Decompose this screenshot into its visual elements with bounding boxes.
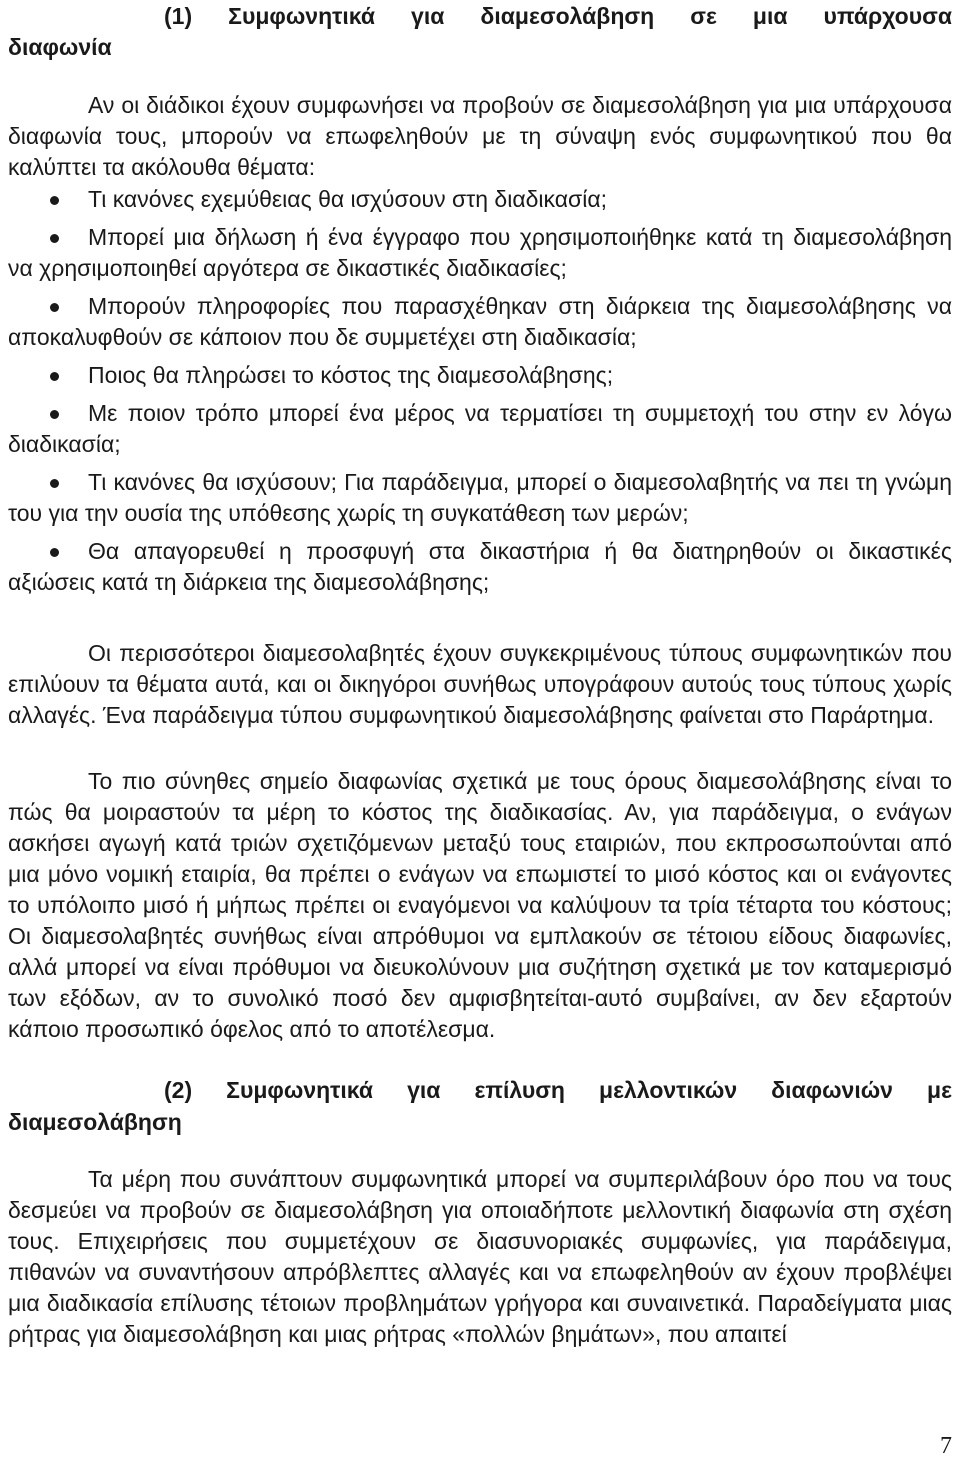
section-heading (8, 0, 952, 33)
section-heading-text: (2) Συμφωνητικά για επίλυση μελλοντικών διαφωνιών με (164, 1077, 952, 1103)
section-heading-tail: διαφωνία (8, 34, 112, 60)
intro-paragraph: Αν οι διάδικοι έχουν συμφωνήσει να προβούν σε διαμεσολάβηση για μια υπάρχουσα διαφωνία τους, μπορούν να επωφεληθούν με τη σύναψη ενός συμφωνητικού που θα καλύπτει τα ακόλουθα θέματα: (8, 92, 952, 180)
bullet-item: Θα απαγορευθεί η προσφυγή στα δικαστήρια ή θα διατηρηθούν οι δικαστικές αξιώσεις κατά τη διάρκεια της διαμεσολάβησης; (8, 536, 952, 598)
bullet-item: Τι κανόνες θα ισχύσουν; Για παράδειγμα, μπορεί ο διαμεσολαβητής να πει τη γνώμη του για την ουσία της υπόθεσης χωρίς τη συγκατάθεση των μερών; (8, 467, 952, 529)
body-paragraph: Τα μέρη που συνάπτουν συμφωνητικά μπορεί να συμπεριλάβουν όρο που να τους δεσμεύει να προβούν σε διαμεσολάβηση για οποιαδήποτε μελλοντική διαφωνία στη σχέση τους. Επιχειρήσεις που συμμετέχουν σε διασυνοριακές συμφωνίες, για παράδειγμα, πιθανών να συναντήσουν απρόβλεπτες αλλαγές και να επωφεληθούν αν έχουν προβλέψει μια διαδικασία επίλυσης τέτοιων προβλημάτων γρήγορα και συναινετικά. Παραδείγματα μιας ρήτρας για διαμεσολάβηση και μιας ρήτρας «πολλών βημάτων», που απαιτεί (8, 1166, 952, 1347)
body-paragraph: Το πιο σύνηθες σημείο διαφωνίας σχετικά με τους όρους διαμεσολάβησης είναι το πώς θα μοιραστούν τα μέρη το κόστος της διαδικασίας. Αν, για παράδειγμα, ο ενάγων ασκήσει αγωγή κατά τριών σχετιζόμενων μεταξύ τους εταιριών, που εκπροσωπούνται από μια μόνο νομική εταιρία, θα πρέπει ο ενάγων να επωμιστεί το μισό κόστος και οι ενάγοντες το υπόλοιπο μισό ή μήπως πρέπει οι εναγόμενοι να καλύψουν τα τρία τέταρτα του κόστους; Οι διαμεσολαβητές συνήθως είναι απρόθυμοι να εμπλακούν σε τέτοιου είδους διαφωνίες, αλλά μπορεί να είναι πρόθυμοι να διευκολύνουν μια συζήτηση σχετικά με τον καταμερισμό των εξόδων, αν το συνολικό ποσό δεν αμφισβητείται-αυτό συμβαίνει, αν δεν εξαρτούν κάποιο προσωπικό όφελος από το αποτέλεσμα. (8, 768, 952, 1042)
bullet-list (8, 184, 952, 598)
section-heading (8, 1074, 952, 1107)
page-number: 7 (940, 1433, 952, 1459)
section-heading-tail: διαμεσολάβηση (8, 1109, 182, 1135)
bullet-item: Ποιος θα πληρώσει το κόστος της διαμεσολάβησης; (8, 360, 952, 391)
bullet-item: Μπορούν πληροφορίες που παρασχέθηκαν στη διάρκεια της διαμεσολάβησης να αποκαλυφθούν σε κάποιον που δε συμμετέχει στη διαδικασία; (8, 291, 952, 353)
bullet-item: Μπορεί μια δήλωση ή ένα έγγραφο που χρησιμοποιήθηκε κατά τη διαμεσολάβηση να χρησιμοποιηθεί αργότερα σε δικαστικές διαδικασίες; (8, 222, 952, 284)
bullet-item: Με ποιον τρόπο μπορεί ένα μέρος να τερματίσει τη συμμετοχή του στην εν λόγω διαδικασία; (8, 398, 952, 460)
bullet-item: Τι κανόνες εχεμύθειας θα ισχύσουν στη διαδικασία; (8, 184, 952, 215)
body-paragraph: Οι περισσότεροι διαμεσολαβητές έχουν συγκεκριμένους τύπους συμφωνητικών που επιλύουν τα θέματα αυτά, και οι δικηγόροι συνήθως υπογράφουν αυτούς τους τύπους χωρίς αλλαγές. Ένα παράδειγμα τύπου συμφωνητικού διαμεσολάβησης φαίνεται στο Παράρτημα. (8, 640, 952, 728)
section-heading-text: (1) Συμφωνητικά για διαμεσολάβηση σε μια υπάρχουσα (164, 3, 952, 29)
